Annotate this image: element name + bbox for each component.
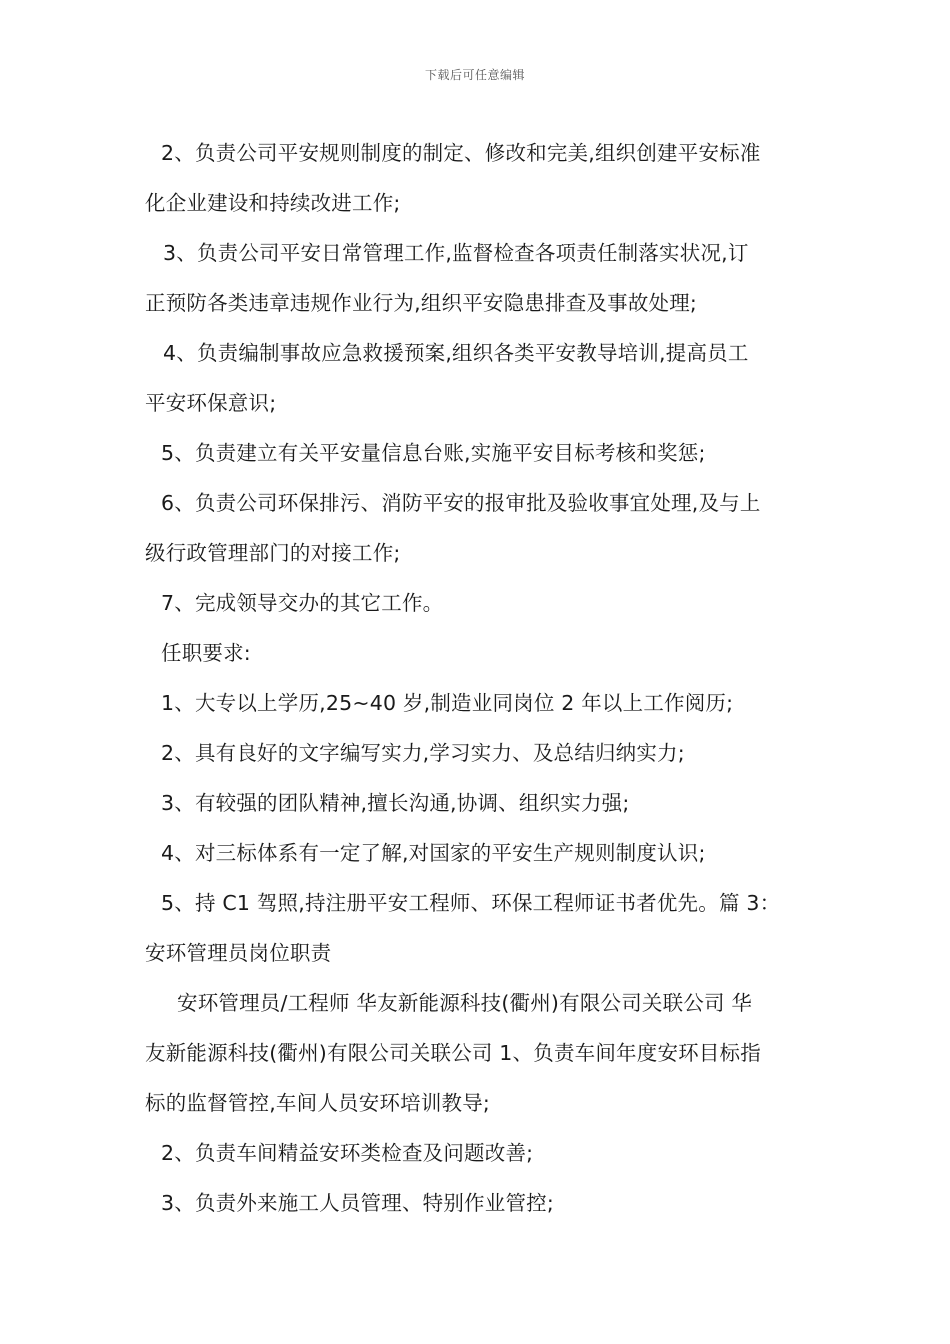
text-line: 4、负责编制事故应急救援预案,组织各类平安教导培训,提高员工 (163, 341, 749, 365)
text-line: 级行政管理部门的对接工作; (145, 541, 401, 565)
text-line: 3、负责外来施工人员管理、特别作业管控; (161, 1191, 554, 1215)
text-line: 1、大专以上学历,25~40 岁,制造业同岗位 2 年以上工作阅历; (161, 691, 734, 715)
text-line: 友新能源科技(衢州)有限公司关联公司 1、负责车间年度安环目标指 (145, 1041, 761, 1065)
text-line: 6、负责公司环保排污、消防平安的报审批及验收事宜处理,及与上 (161, 491, 761, 515)
text-line: 安环管理员岗位职责 (145, 941, 332, 965)
text-line: 任职要求: (161, 641, 251, 665)
text-line: 安环管理员/工程师 华友新能源科技(衢州)有限公司关联公司 华 (177, 991, 753, 1015)
text-line: 7、完成领导交办的其它工作。 (161, 591, 444, 615)
text-line: 化企业建设和持续改进工作; (145, 191, 401, 215)
text-line: 2、负责车间精益安环类检查及问题改善; (161, 1141, 534, 1165)
text-line: 3、负责公司平安日常管理工作,监督检查各项责任制落实状况,订 (163, 241, 749, 265)
text-line: 5、负责建立有关平安量信息台账,实施平安目标考核和奖惩; (161, 441, 706, 465)
text-line: 4、对三标体系有一定了解,对国家的平安生产规则制度认识; (161, 841, 706, 865)
text-line: 正预防各类违章违规作业行为,组织平安隐患排查及事故处理; (145, 291, 698, 315)
text-line: 3、有较强的团队精神,擅长沟通,协调、组织实力强; (161, 791, 630, 815)
document-body (145, 128, 817, 1228)
text-line: 2、具有良好的文字编写实力,学习实力、及总结归纳实力; (161, 741, 685, 765)
text-line: 2、负责公司平安规则制度的制定、修改和完美,组织创建平安标准 (161, 141, 761, 165)
text-line: 标的监督管控,车间人员安环培训教导; (145, 1091, 491, 1115)
text-line: 5、持 C1 驾照,持注册平安工程师、环保工程师证书者优先。篇 3： (161, 891, 781, 915)
text-line: 平安环保意识; (145, 391, 277, 415)
page-header-note: 下载后可任意编辑 (424, 68, 525, 82)
